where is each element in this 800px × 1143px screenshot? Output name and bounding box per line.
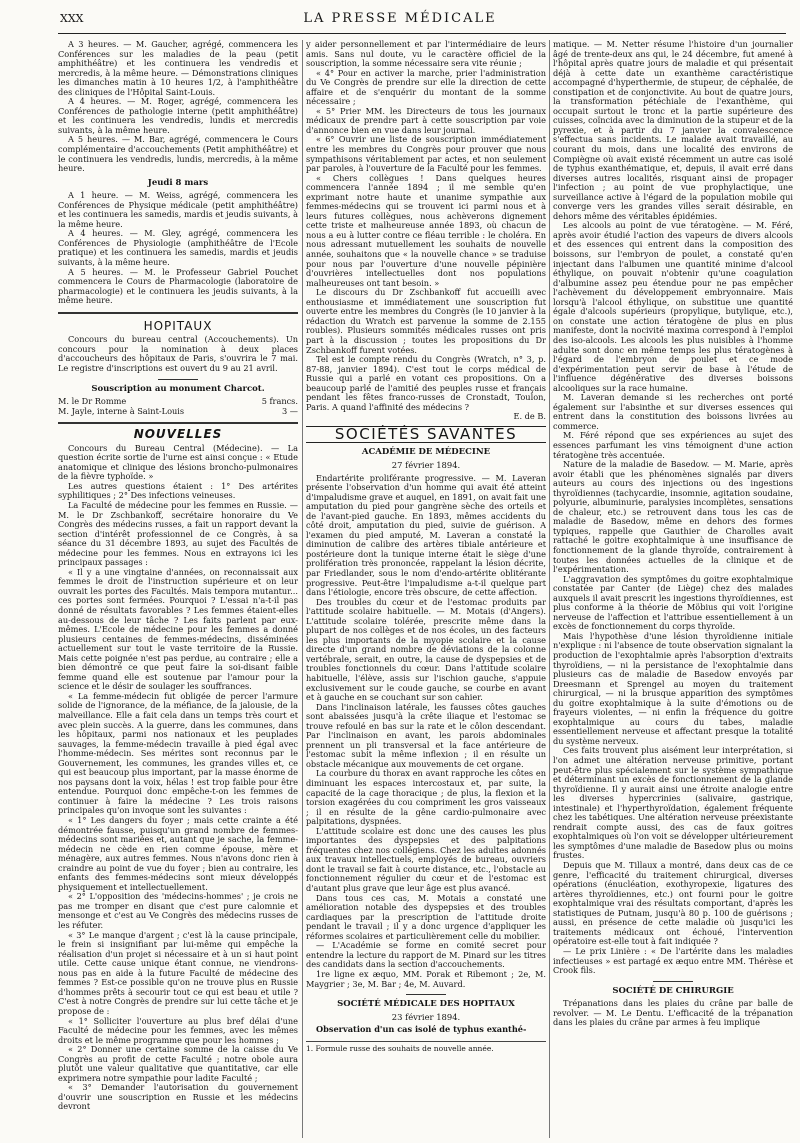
paragraph: « 5° Prier MM. les Directeurs de tous les journaux médicaux de prendre part à cette souscription par voie d'annonce bien en vue dans leur journal. xyxy=(306,105,546,135)
subsection-title-hopitaux: SOCIÉTÉ MÉDICALE DES HOPITAUX xyxy=(337,999,515,1010)
paragraph: « 2° L'opposition des 'médecins-hommes' ; je crois ne pas me tromper en disant que c'est pure calomnie et mensonge et c'est au Ve Congrès des médecins russes de les réfuter. xyxy=(58,891,298,931)
paragraph: Dans l'inclinaison latérale, les fausses côtes gauches sont abaissées jusqu'à la crête iliaque et l'estomac se trouve refoulé en bas sur la rate et le côlon descendant. Par l'inclinaison en avant, les parois abdominales prennent un pli transversal et la face antérieure de l'estomac subit la même inflexion ; il en résulte un obstacle mécanique aux mouvements de cet organe. xyxy=(306,701,546,769)
paragraph: Dans tous ces cas, M. Motais a constaté une amélioration notable des dyspepsies et des troubles cardiaques par la prescription de l'attitude droite pendant le travail ; il y a donc urgence d'appliquer les réformes scolaires et particulièrement celle du mobilier. xyxy=(306,892,546,941)
section-title-nouvelles: NOUVELLES xyxy=(133,427,223,442)
header-rule xyxy=(58,33,786,34)
paragraph: Trépanations dans les plaies du crâne par balle de revolver. — M. Le Dentu. L'efficacité de la trépanation dans les plaies du crâne par armes à feu implique xyxy=(553,998,793,1028)
paragraph: « 1° Les dangers du foyer ; mais cette crainte a été démontrée fausse, puisqu'un grand nombre de femmes-médecins sont mariées et, autant que je sache, la femme-médecin ne cède en rien comme épouse, mère et ménagère, aux autres femmes. Nous n'avons donc rien à craindre au point de vue du foyer ; bien au contraire, les enfants des femmes-médecins sont mieux développés physiquement et intellectuellement. xyxy=(58,815,298,892)
paragraph: Observation d'un cas isolé de typhus exanthé- xyxy=(316,1024,527,1035)
journal-title: LA PRESSE MÉDICALE xyxy=(303,11,497,26)
column-divider xyxy=(549,40,550,1138)
column-middle xyxy=(306,40,546,1138)
paragraph: « Chers collègues ! Dans quelques heures commencera l'année 1894 ; il me semble qu'en exprimant notre haute et unanime sympathie aux femmes-médecins qui se trouvent ici parmi nous et à leurs futures collègues, nous achèverons dignement cette triste et malheureuse année 1893, où chacun de nous a eu à lutter contre ce fléau terrible : le choléra. En nous adressant mutuellement les souhaits de nouvelle année, souhaitons que « la nouvelle chance » se traduise pour nous par l'ouverture d'une nouvelle pépinière d'ouvrières intellectuelles dont nos populations malheureuses ont tant besoin. » xyxy=(306,172,546,288)
paragraph: Concours du Bureau Central (Médecine). — La question écrite sortie de l'urne est ainsi conçue : « Etude anatomique et clinique des lésions broncho-pulmonaires de la fièvre typhoïde. » xyxy=(58,442,298,482)
section-rule xyxy=(58,422,298,424)
section-rule xyxy=(58,312,298,314)
separator xyxy=(406,994,446,995)
column-left xyxy=(58,40,298,1138)
paragraph: « 3° Le manque d'argent ; c'est là la cause principale, le frein si insignifiant par lui-même qui empêche la réalisation d'un projet si nécessaire et à un si haut point utile. Cette cause unique étant connue, ne viendrons-nous pas en aide à la future Faculté de médecine des femmes ? Est-ce possible qu'on ne trouve plus en Russie d'hommes prêts à secourir tout ce qui est beau et utile ? C'est à notre Congrès de prendre sur lui cette tâche et je propose de : xyxy=(58,929,298,1016)
footnote: 1. Formule russe des souhaits de nouvelle année. xyxy=(306,1041,546,1054)
paragraph: Endartérite proliférante progressive. — M. Laveran présente l'observation d'un homme qui avait été atteint d'impaludisme grave et auquel, en 1891, on avait fait une amputation du pied pour gangrène sèche des orteils et de l'avant-pied gauche. En 1893, mêmes accidents du côté droit, amputation du pied, suivie de guérison. A l'examen du pied amputé, M. Laveran a constaté la diminution de calibre des artères tibiale antérieure et postérieure dont la tunique interne était le siège d'une prolifération très prononcée, rappelant la lésion décrite, par Friedlander, sous le nom d'endo-artérite oblitérante progressive. Peut-être l'impaludisme a-t-il quelque part dans l'étiologie, encore très obscure, de cette affection. xyxy=(306,472,546,598)
paragraph: Mais l'hypothèse d'une lésion thyroïdienne initiale n'explique : ni l'absence de toute observation signalant la production de l'exophtalmie après l'absorption d'extraits thyroïdiens, — ni la persistance de l'exophtalmie dans plusieurs cas de maladie de Basedow envoyés par Dreesmann et Sprengel au moyen du traitement chirurgical, — ni la brusque apparition des symptômes du goitre exophtalmique à la suite d'émotions ou de frayeurs violentes, — ni enfin la fréquence du goitre exophtalmique au cours du tabes, maladie essentiellement nerveuse et affectant presque la totalité du système nerveux. xyxy=(553,630,793,746)
paragraph: « 6° Ouvrir une liste de souscription immédiatement entre les membres du Congrès pour prouver que nous sympathisons véritablement par actes, et non seulement par paroles, à l'ouverture de la Faculté pour les femmes. xyxy=(306,134,546,174)
column-divider xyxy=(302,40,303,1138)
paragraph: Depuis que M. Tillaux a montré, dans deux cas de ce genre, l'efficacité du traitement chirurgical, diverses opérations (énucléation, exothyropexie, ligatures des artères thyroïdiennes, etc.) ont fourni pour le goitre exophtalmique vrai des résultats comportant, d'après les statistiques de Putnam, jusqu'à 80 p. 100 de guérisons ; aussi, en présence de cette maladie où jusqu'ici les traitements médicaux ont échoué, l'intervention opératoire est-elle tout à fait indiquée ? xyxy=(553,860,793,947)
paragraph: A 4 heures. — M. Roger, agrégé, commencera les Conférences de pathologie interne (petit amphithéâtre) et les continuera les vendredis, lundis et mercredis suivants, à la même heure. xyxy=(58,96,298,135)
subsection-title-academie: ACADÉMIE DE MÉDECINE xyxy=(361,447,491,458)
paragraph: « 4° Pour en activer la marche, prier l'administration du Ve Congrès de prendre sur elle la direction de cette affaire et de s'enquérir du montant de la somme nécessaire ; xyxy=(306,67,546,107)
paragraph: Le discours du Dr Zschbankoff fut accueilli avec enthousiasme et immédiatement une souscription fut ouverte entre les membres du Congrès (le 10 janvier à la rédaction du Wratch est parvenue la somme de 2.155 roubles). Plusieurs sommités médicales russes ont pris part à la discussion ; toutes les propositions du Dr Zschbankoff furent votées. xyxy=(306,287,546,355)
separator xyxy=(158,379,198,380)
paragraph: La Faculté de médecine pour les femmes en Russie. — M. le Dr Zschbankoff, secrétaire honoraire du Ve Congrès des médecins russes, a fait un rapport devant la section d'intérêt professionnel de ce Congrès, à sa séance du 31 décembre 1893, au sujet des Facultés de médecine pour les femmes. Nous en extrayons ici les principaux passages : xyxy=(58,499,298,568)
signature: E. de B. xyxy=(513,411,546,422)
amount: 3 — xyxy=(282,405,298,416)
subscription-row xyxy=(58,407,298,417)
paragraph: Ces faits trouvent plus aisément leur interprétation, si l'on admet une altération nerveuse primitive, portant peut-être plus spécialement sur le système sympathique et déterminant un excès de fonctionnement de la glande thyroïdienne. Il y aurait ainsi une étroite analogie entre les diverses hypercrinies (salivaire, gastrique, intestinale) et l'hyperthyroïdation, également fréquente chez les tabétiques. Une altération nerveuse préexistante rendrait compte aussi, des cas de faux goitres exophtalmiques où l'on voit se développer ultérieurement les symptômes d'une maladie de Basedow plus ou moins frustes. xyxy=(553,745,793,861)
subscription-heading: Souscription au monument Charcot. xyxy=(91,383,265,394)
column-right xyxy=(553,40,793,1138)
session-date: 23 février 1894. xyxy=(391,1011,461,1022)
paragraph: L'attitude scolaire est donc une des causes les plus importantes des dyspepsies et des palpitations fréquentes chez nos collégiens. Chez les adultes adonnés aux travaux intellectuels, employés de bureau, ouvriers dont le travail se fait à courte distance, etc., l'obstacle au fonctionnement régulier du cœur et de l'estomac est d'autant plus grave que leur âge est plus avancé. xyxy=(306,825,546,894)
paragraph: L'aggravation des symptômes du goitre exophtalmique constatée par Canter (de Liège) chez des malades auxquels il avait prescrit les ingestions thyroïdiennes, est plus conforme à la théorie de Möbius qui voit l'origine nerveuse de l'affection et l'attribue essentiellement à un excès de fonctionnement du corps thyroïde. xyxy=(553,573,793,632)
paragraph: Les alcools au point de vue tératogène. — M. Féré, après avoir étudié l'action des vapeurs de divers alcools et des essences qui entrent dans la composition des boissons, sur l'embryon de poulet, a constaté qu'en injectant dans l'albumen une quantité minime d'alcool éthylique, on pouvait n'obtenir qu'une coagulation d'albumine assez peu étendue pour ne pas empêcher l'achèvement du développement embryonnaire. Mais lorsqu'à l'alcool éthylique, on substitue une quantité égale d'alcools supérieurs (propylique, butylique, etc.), on constate une action tératogène de plus en plus manifeste, dont la nocivité maxima correspond à l'emploi des iso-alcools. Les alcools les plus nuisibles à l'homme adulte sont donc en même temps les plus tératogènes à l'égard de l'embryon de poulet et ce mode d'expérimentation peut servir de base à l'étude de l'influence dégénérative des diverses boissons alcooliques sur la race humaine. xyxy=(553,220,793,393)
paragraph: « 3° Demander l'autorisation du gouvernement d'ouvrir une souscription en Russie et les médecins devront xyxy=(58,1082,298,1112)
paragraph: « Il y a une vingtaine d'années, on reconnaissait aux femmes le droit de l'instruction supérieure et on leur ouvrait les portes des Facultés. Mais tempora mutantur... ces portes sont fermées. Pourquoi ? L'essai n'a-t-il pas donné de résultats favorables ? Les femmes étaient-elles au-dessous de leur tâche ? Les faits parlent par eux-mêmes. L'Ecole de médecine pour les femmes a donné plusieurs centaines de femmes-médecins, disséminées actuellement sur tout le vaste territoire de la Russie. Mais cette poignée n'est pas perdue, au contraire ; elle a bien démontré ce que peut faire la soi-disant faible femme quand elle est soutenue par l'amour pour la science et le désir de soulager les souffrances. xyxy=(58,566,298,692)
paragraph: Tel est le compte rendu du Congrès (Wratch, n° 3, p. 87-88, janvier 1894). C'est tout le corps médical de Russie qui a parlé en votant ces propositions. On a beaucoup parlé de l'amitié des peuples russe et français pendant les fêtes franco-russes de Cronstadt, Toulon, Paris. A quand l'affinité des médecins ? xyxy=(306,354,546,412)
paragraph: 1re ligne ex æquo, MM. Porak et Ribemont ; 2e, M. Maygrier ; 3e, M. Bar ; 4e, M. Auvard. xyxy=(306,968,546,989)
paragraph: « 1° Solliciter l'ouverture au plus bref délai d'une Faculté de médecine pour les femmes, avec les mêmes droits et le même programme que pour les hommes ; xyxy=(58,1015,298,1045)
paragraph: y aider personnellement et par l'intermédiaire de leurs amis. Sans nul doute, vu le caractère officiel de la souscription, la somme nécessaire sera vite réunie ; xyxy=(306,40,546,69)
day-heading: Jeudi 8 mars xyxy=(147,177,209,188)
section-title-societes: SOCIÉTÉS SAVANTES xyxy=(306,426,546,444)
amount: 5 francs. xyxy=(261,396,298,407)
subscriber: M. le Dr Romme xyxy=(58,396,127,407)
paragraph: A 4 heures. — M. Gley, agrégé, commencera les Conférences de Physiologie (amphithéâtre de l'Ecole pratique) et les continuera les samedis, mardis et jeudis suivants, à la même heure. xyxy=(58,228,298,268)
paragraph: Nature de la maladie de Basedow. — M. Marie, après avoir établi que les phénomènes signalés par divers auteurs au cours des injections ou des ingestions thyroïdiennes (tachycardie, insomnie, agitation soudaine, polyurie, albuminurie, paralysies incomplètes, sensations de chaleur, etc.) se retrouvent dans tous les cas de maladie de Basedow, même en dehors des formes typiques, rappelle que Gauthier de Charolles avait rattaché le goitre exophtalmique à une insuffisance de fonctionnement de la glande thyroïde, contrairement à toutes les données actuelles de la clinique et de l'expérimentation. xyxy=(553,459,793,575)
paragraph: M. Laveran demande si les recherches ont porté également sur l'absinthe et sur diverses essences qui entrent dans la constitution des boissons livrées au commerce. xyxy=(553,392,793,431)
paragraph: Les autres questions étaient : 1° Des artérites syphilitiques ; 2° Des infections veineuses. xyxy=(58,480,298,501)
paragraph: La courbure du thorax en avant rapproche les côtes en diminuant les espaces intercostaux et, par suite, la capacité de la cage thoracique ; de plus, la flexion et la torsion exagérées du cou compriment les gros vaisseaux ; il en résulte de la gêne cardio-pulmonaire avec palpitations, dyspnées. xyxy=(306,768,546,827)
paragraph: M. Féré répond que ses expériences au sujet des essences parfumant les vins témoignent d'une action tératogène très accentuée. xyxy=(553,430,793,460)
paragraph: — L'Académie se forme en comité secret pour entendre la lecture du rapport de M. Pinard sur les titres des candidats dans la section d'accouchements. xyxy=(306,940,546,970)
paragraph: « La femme-médecin fut obligée de percer l'armure solide de l'ignorance, de la méfiance, de la jalousie, de la malveillance. Elle a fait cela dans un temps très court et avec plein succès. A la guerre, dans les communes, dans les hôpitaux, parmi nos nationaux et les peuplades sauvages, la femme-médecin travaille à pied égal avec l'homme-médecin. Ses mérites sont reconnus par le Gouvernement, les communes, les grandes villes et, ce qui est beaucoup plus important, par la masse énorme de nos paysans dont la voix, hélas ! est trop faible pour être entendue. Pourquoi donc empêche-t-on les femmes de continuer à faire la médecine ? Les trois raisons principales qu'on invoque sont les suivantes : xyxy=(58,690,298,816)
paragraph: Des troubles du cœur et de l'estomac produits par l'attitude scolaire habituelle. — M. Motais (d'Angers). L'attitude scolaire tolérée, prescrite même dans la plupart de nos collèges et de nos écoles, un des facteurs les plus importants de la myopie scolaire et la cause directe d'un grand nombre de déviations de la colonne vertébrale, serait, en outre, la cause de dyspepsies et de troubles fonctionnels du cœur. Dans l'attitude scolaire habituelle, l'élève, assis sur l'ischion gauche, s'appuie exclusivement sur le coude gauche, se courbe en avant et à gauche en se couchant sur son cahier. xyxy=(306,596,546,703)
paragraph: A 1 heure. — M. Weiss, agrégé, commencera les Conférences de Physique médicale (petit amphithéâtre) et les continuera les samedis, mardis et jeudis suivants, à la même heure. xyxy=(58,190,298,229)
paragraph: Concours du bureau central (Accouchements). Un concours pour la nomination à deux places d'accoucheurs des hôpitaux de Paris, s'ouvrira le 7 mai. Le registre d'inscriptions est ouvert du 9 au 21 avril. xyxy=(58,334,298,373)
paragraph: A 3 heures. — M. Gaucher, agrégé, commencera les Conférences sur les maladies de la peau (petit amphithéâtre) et les continuera les vendredis et mercredis, à la même heure. — Démonstrations cliniques les dimanches matin à 10 heures 1/2, à l'amphithéâtre des cliniques de l'Hôpital Saint-Louis. xyxy=(58,40,298,97)
paragraph: « 2° Donner une certaine somme de la caisse du Ve Congrès au profit de cette Faculté ; notre obole aura plutôt une valeur qualitative que quantitative, car elle exprimera notre sympathie pour ladite Faculté ; xyxy=(58,1044,298,1083)
page-header xyxy=(0,0,800,34)
separator xyxy=(653,981,693,982)
paragraph: matique. — M. Netter résume l'histoire d'un journalier âgé de trente-deux ans qui, le 24 décembre, fut amené à l'hôpital après quatre jours de maladie et qui présentait déjà à cette date un exanthème caractéristique accompagné d'hyperthermie, de stupeur, de céphalée, de constipation et de conjonctivite. Au bout de quatre jours, la transformation pétéchiale de l'exanthème, qui occupait surtout le tronc et la partie supérieure des cuisses, coïncida avec la diminution de la stupeur et de la pyrexie, et à partir du 7 janvier la convalescence s'effectua sans incidents. Le malade avait travaillé, au courant du mois, dans une localité des environs de Compiègne où avait existé récemment un autre cas isolé de typhus exanthématique, et, depuis, il avait erré dans diverses autres localités, risquant ainsi de propager l'infection ; au point de vue prophylactique, une surveillance active à l'égard de la population mobile qui converge vers les grandes villes serait désirable, en dehors même des véritables épidémies. xyxy=(553,40,793,221)
paragraph: A 5 heures. — M. le Professeur Gabriel Pouchet commencera le Cours de Pharmacologie (laboratoire de pharmacologie) et le continuera les jeudis suivants, à la même heure. xyxy=(58,266,298,306)
subscriber: M. Jayle, interne à Saint-Louis xyxy=(58,405,185,416)
page-number: XXX xyxy=(60,12,84,25)
section-title-hopitaux: HOPITAUX xyxy=(143,318,213,333)
paragraph: — Le prix Linière : « De l'artérite dans les maladies infectieuses » est partagé ex æquo entre MM. Thérèse et Crook fils. xyxy=(553,945,793,976)
paragraph: A 5 heures. — M. Bar, agrégé, commencera le Cours complémentaire d'accouchements (Petit amphithéâtre) et le continuera les vendredis, lundis, mercredis, à la même heure. xyxy=(58,134,298,174)
subsection-title-chirurgie: SOCIÉTÉ DE CHIRURGIE xyxy=(612,985,734,996)
session-date: 27 février 1894. xyxy=(391,459,461,470)
